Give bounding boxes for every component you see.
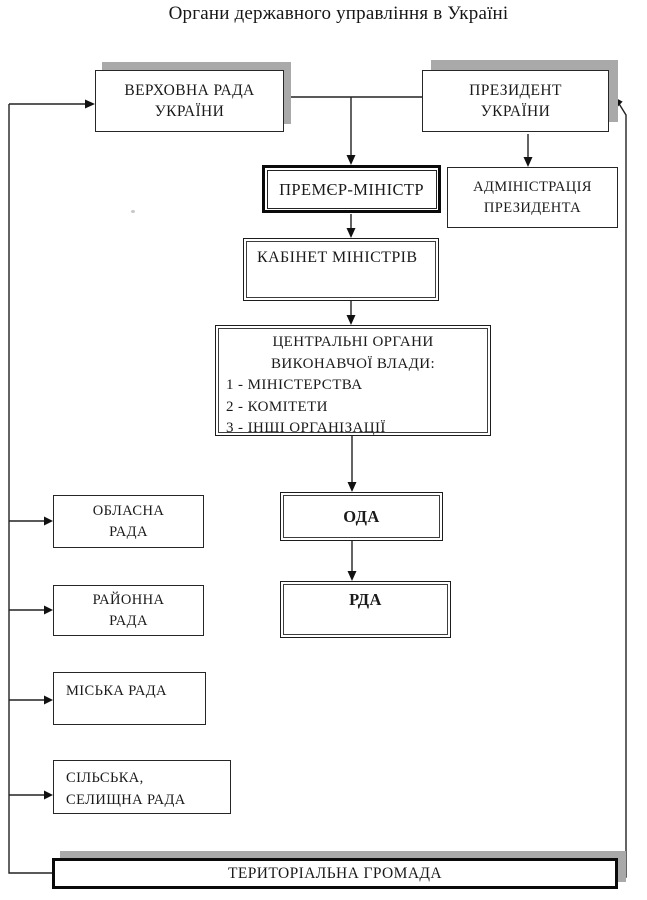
- node-label-line: ВИКОНАВЧОЇ ВЛАДИ:: [270, 355, 436, 372]
- node-label-line: СЕЛИЩНА РАДА: [66, 792, 186, 808]
- node-oda: [280, 492, 443, 541]
- node-prezydent: [422, 70, 609, 132]
- node-kabinet-ministriv: [243, 238, 439, 301]
- node-miska-rada: [53, 672, 206, 725]
- node-label-line: РАДА: [109, 612, 148, 629]
- node-label-line: АДМІНІСТРАЦІЯ: [473, 178, 592, 195]
- node-label-line: ЦЕНТРАЛЬНІ ОРГАНИ: [272, 334, 434, 350]
- node-label-line: СІЛЬСЬКА,: [66, 770, 144, 786]
- node-oblasna-rada: [53, 495, 204, 548]
- list-item: 2 - КОМІТЕТИ: [226, 398, 328, 415]
- node-silska-selyshchna-rada: [53, 760, 231, 814]
- node-label-line: ПРЕЗИДЕНТА: [483, 199, 582, 216]
- right-spine-line: [617, 105, 626, 878]
- node-administratsiya-prezydenta: [447, 167, 618, 228]
- node-label: ПРЕМЄР-МІНІСТР: [279, 179, 424, 199]
- node-label-line: ПРЕЗИДЕНТ: [469, 82, 562, 99]
- node-label: ОДА: [343, 507, 380, 526]
- node-rda: [280, 581, 451, 638]
- page-title: Органи державного управління в Україні: [168, 3, 509, 24]
- node-verkhovna-rada: [95, 70, 284, 132]
- scan-artifact: [131, 210, 135, 213]
- node-label-line: РАЙОННА: [92, 591, 165, 608]
- node-terytorialna-hromada: [52, 858, 618, 889]
- node-label: КАБІНЕТ МІНІСТРІВ: [257, 249, 418, 266]
- node-label: ТЕРИТОРІАЛЬНА ГРОМАДА: [228, 865, 442, 882]
- list-item: 3 - ІНШІ ОРГАНІЗАЦІЇ: [226, 420, 386, 436]
- node-label: РДА: [349, 590, 382, 609]
- node-label-line: РАДА: [109, 523, 148, 540]
- node-label-line: ОБЛАСНА: [92, 502, 165, 519]
- node-label-line: ВЕРХОВНА РАДА: [124, 82, 255, 99]
- list-item: 1 - МІНІСТЕРСТВА: [226, 377, 363, 393]
- node-tsentralni-orhany: [215, 325, 491, 436]
- node-label: МІСЬКА РАДА: [66, 683, 167, 699]
- node-label-line: УКРАЇНИ: [480, 103, 551, 120]
- left-spine-line: [9, 104, 52, 873]
- node-label-line: УКРАЇНИ: [154, 103, 225, 120]
- node-premier-ministr: [262, 165, 441, 213]
- node-rayonna-rada: [53, 585, 204, 636]
